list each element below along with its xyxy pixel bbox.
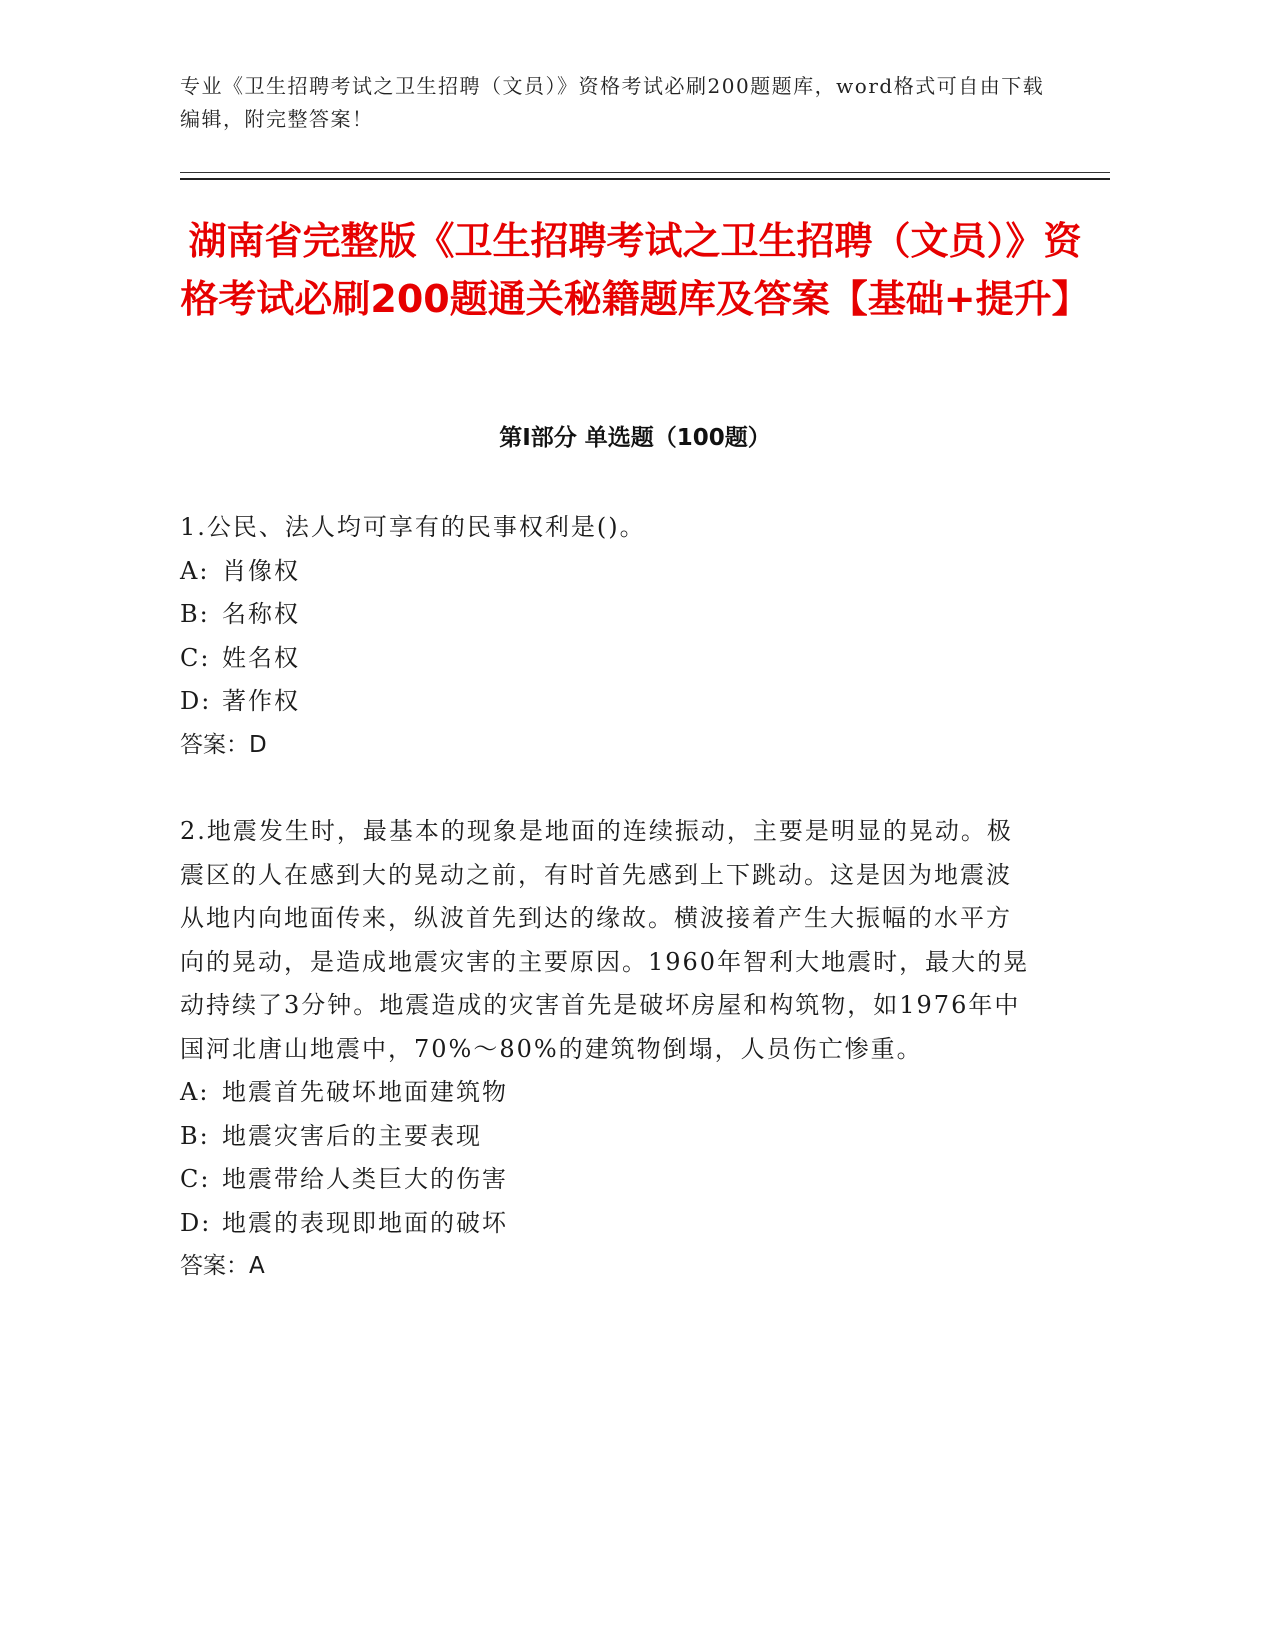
question-stem: 2.地震发生时，最基本的现象是地面的连续振动，主要是明显的晃动。极震区的人在感到大的晃动之前，有时首先感到上下跳动。这是因为地震波从地内向地面传来，纵波首先到达的缘故。横波接着产生大振幅的水平方向的晃动，是造成地震灾害的主要原因。1960年智利大地震时，最大的晃动持续了3分钟。地震造成的灾害首先是破坏房屋和构筑物，如1976年中国河北唐山地震中，70%～80%的建筑物倒塌，人员伤亡惨重。 (180, 817, 1030, 1063)
answer-line: 答案：D (180, 731, 267, 758)
header-note: 专业《卫生招聘考试之卫生招聘（文员）》资格考试必刷200题题库，word格式可自由下载编辑，附完整答案！ (180, 74, 1045, 131)
header-divider-thin (180, 172, 1110, 173)
question-2 (180, 810, 1030, 1289)
option-c (180, 1158, 1030, 1202)
option-b (180, 593, 1030, 637)
question-stem: 1.公民、法人均可享有的民事权利是()。 (180, 513, 646, 541)
option-text: 地震带给人类巨大的伤害 (222, 1165, 508, 1193)
option-letter: C: (180, 1165, 211, 1193)
option-text: 著作权 (222, 687, 300, 715)
option-text: 姓名权 (222, 643, 300, 672)
option-text: 地震的表现即地面的破坏 (222, 1208, 508, 1237)
section-heading: 第I部分 单选题（100题） (499, 425, 771, 451)
option-text: 名称权 (222, 600, 300, 628)
option-a (180, 550, 1030, 594)
option-letter: A: (180, 1078, 210, 1106)
header-divider-thick (180, 178, 1110, 180)
option-d (180, 680, 1030, 724)
option-c (180, 637, 1030, 681)
option-text: 肖像权 (222, 556, 300, 585)
option-letter: A: (180, 556, 210, 585)
option-d (180, 1202, 1030, 1246)
answer-line: 答案：A (180, 1253, 265, 1279)
option-letter: D: (180, 687, 212, 715)
option-b (180, 1115, 1030, 1159)
option-letter: C: (180, 643, 211, 672)
option-letter: B: (180, 600, 210, 628)
option-text: 地震灾害后的主要表现 (222, 1121, 482, 1150)
option-text: 地震首先破坏地面建筑物 (222, 1078, 508, 1106)
question-1 (180, 506, 1030, 767)
option-letter: D: (180, 1208, 212, 1237)
option-a (180, 1071, 1030, 1115)
document-title: 湖南省完整版《卫生招聘考试之卫生招聘（文员）》资格考试必刷200题通关秘籍题库及答案【基础+提升】 (180, 219, 1090, 321)
option-letter: B: (180, 1121, 210, 1150)
